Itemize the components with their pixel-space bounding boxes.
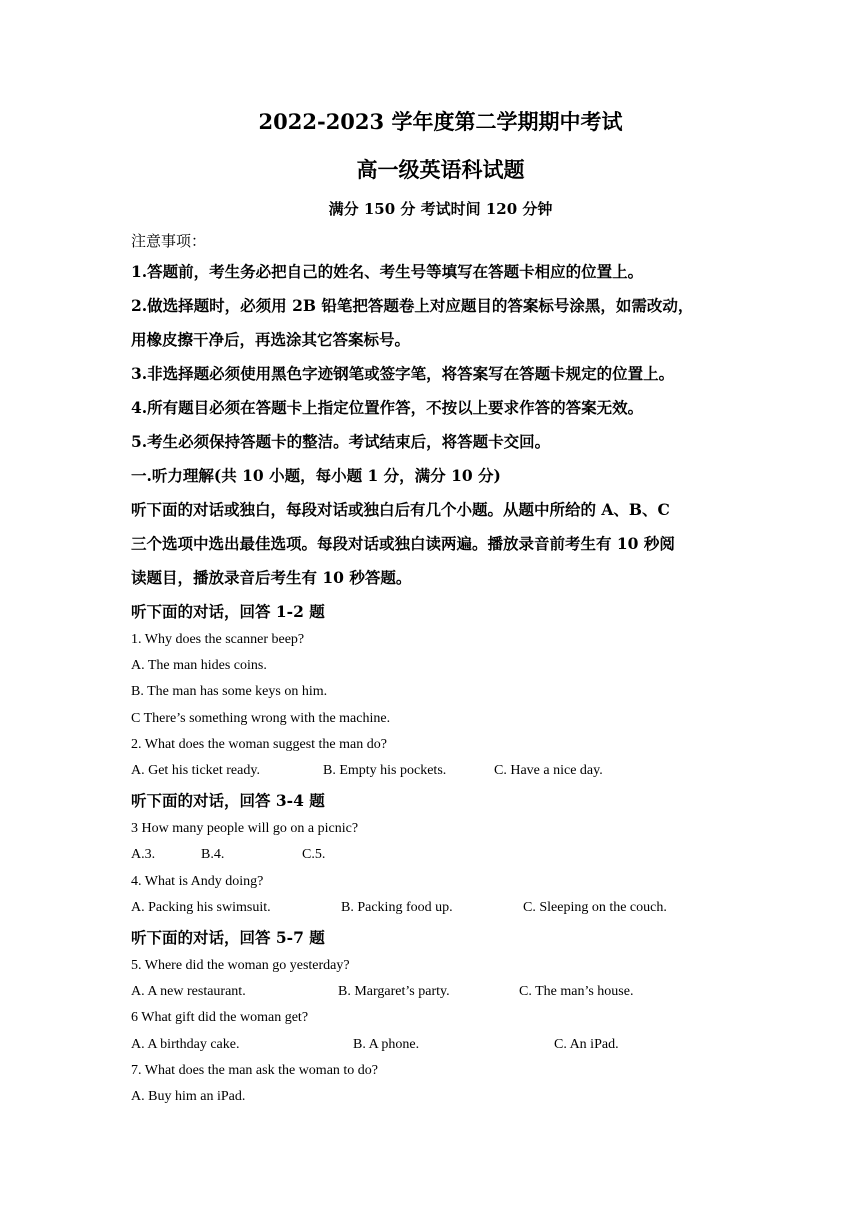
question-text: 2. What does the woman suggest the man do?	[131, 736, 387, 752]
question-text: 5. Where did the woman go yesterday?	[131, 957, 350, 973]
question-text: 6 What gift did the woman get?	[131, 1010, 309, 1026]
answer-option: B. Margaret’s party.	[338, 984, 450, 1000]
answer-option: A. Packing his swimsuit.	[131, 899, 271, 915]
note-item-continued: 用橡皮擦干净后，再选涂其它答案标号。	[131, 330, 411, 349]
answer-option: C. An iPad.	[554, 1036, 619, 1052]
question-group-heading: 听下面的对话，回答 3-4 题	[131, 791, 325, 811]
section-heading: 一.听力理解(共 10 小题，每小题 1 分，满分 10 分)	[131, 466, 501, 485]
answer-option: B. Packing food up.	[341, 899, 453, 915]
answer-option: A. A birthday cake.	[131, 1036, 240, 1052]
question-text: 1. Why does the scanner beep?	[131, 632, 305, 647]
answer-option: B. Empty his pockets.	[323, 763, 447, 779]
question-text: 3 How many people will go on a picnic?	[131, 821, 359, 837]
answer-options-row	[131, 1032, 750, 1058]
answer-option: A. The man hides coins.	[131, 658, 267, 674]
answer-option: A. Get his ticket ready.	[131, 763, 260, 779]
exam-subject: 高一级英语科试题	[356, 157, 525, 182]
answer-options-row	[131, 758, 750, 784]
note-item: 2.做选择题时，必须用 2B 铅笔把答题卷上对应题目的答案标号涂黑，如需改动，	[131, 296, 694, 315]
notes-heading: 注意事项：	[131, 232, 207, 250]
section-instructions-line: 听下面的对话或独白，每段对话或独白后有几个小题。从题中所给的 A、B、C	[131, 500, 670, 519]
answer-option: B. A phone.	[353, 1036, 420, 1052]
answer-option: C. The man’s house.	[519, 984, 634, 1000]
answer-options-row	[131, 895, 750, 921]
answer-option: B.4.	[201, 847, 225, 863]
section-instructions-line: 读题目，播放录音后考生有 10 秒答题。	[131, 568, 412, 587]
answer-options-row	[131, 979, 750, 1005]
note-item: 1.答题前，考生务必把自己的姓名、考生号等填写在答题卡相应的位置上。	[131, 262, 644, 281]
question-group-heading: 听下面的对话，回答 5-7 题	[131, 927, 325, 947]
question-group-heading: 听下面的对话，回答 1-2 题	[131, 602, 325, 621]
question-text: 7. What does the man ask the woman to do?	[131, 1062, 379, 1078]
answer-option: A. Buy him an iPad.	[131, 1088, 246, 1104]
answer-options-row	[131, 842, 750, 868]
question-text: 4. What is Andy doing?	[131, 873, 264, 889]
note-item: 3.非选择题必须使用黑色字迹钢笔或签字笔，将答案写在答题卡规定的位置上。	[131, 364, 675, 383]
answer-option: C. Sleeping on the couch.	[523, 899, 667, 915]
answer-option: A. A new restaurant.	[131, 984, 246, 1000]
answer-option: C.5.	[302, 847, 326, 863]
exam-meta: 满分 150 分 考试时间 120 分钟	[328, 200, 553, 218]
note-item: 5.考生必须保持答题卡的整洁。考试结束后，将答题卡交回。	[131, 432, 551, 451]
note-item: 4.所有题目必须在答题卡上指定位置作答，不按以上要求作答的答案无效。	[131, 398, 644, 417]
answer-option: B. The man has some keys on him.	[131, 684, 328, 700]
section-instructions-line: 三个选项中选出最佳选项。每段对话或独白读两遍。播放录音前考生有 10 秒阅	[131, 534, 675, 553]
answer-option: A.3.	[131, 847, 156, 863]
exam-title: 2022-2023 学年度第二学期期中考试	[258, 109, 623, 134]
answer-option: C. Have a nice day.	[494, 763, 603, 779]
answer-option: C There’s something wrong with the machine.	[131, 710, 391, 726]
